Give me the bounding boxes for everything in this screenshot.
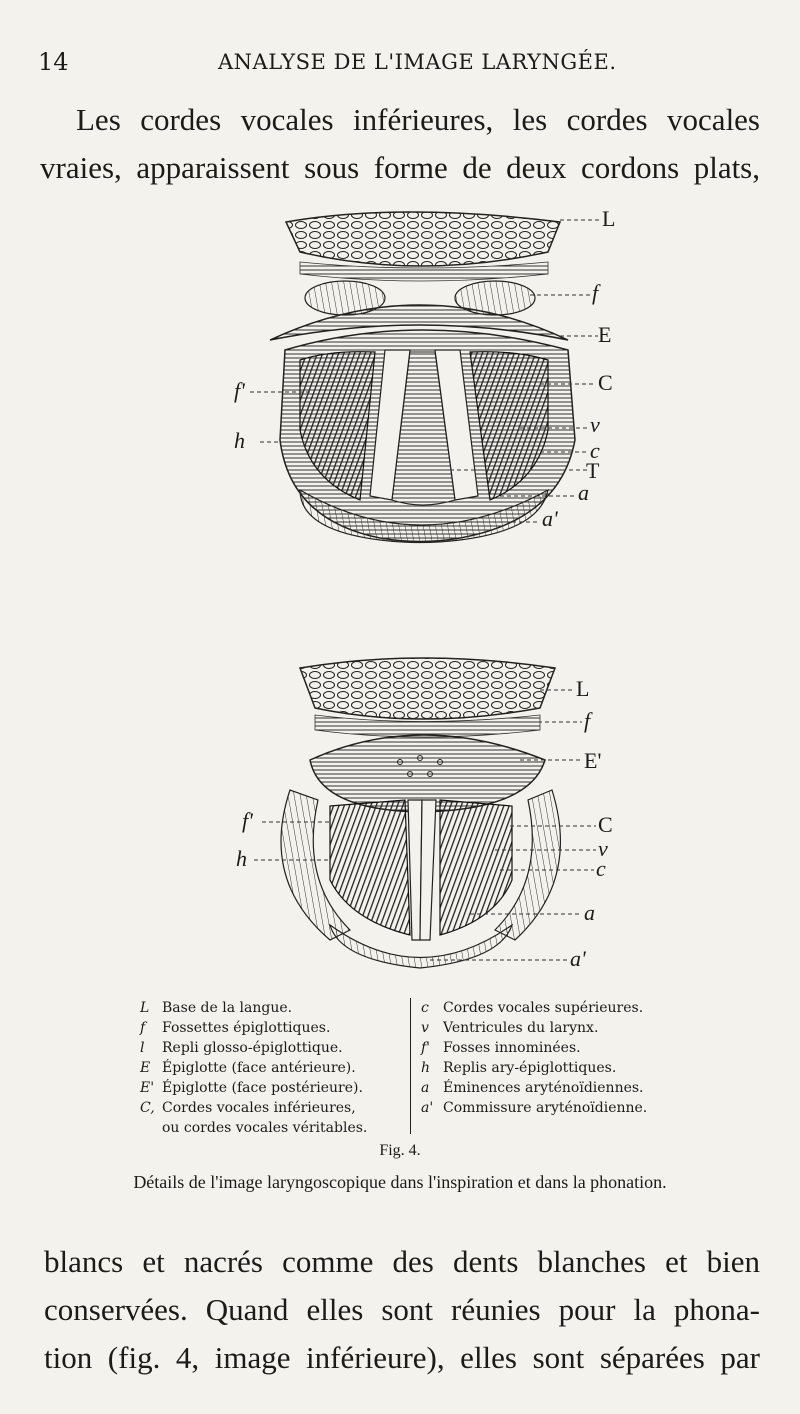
legend-item: E' Épiglotte (face postérieure). xyxy=(140,1080,363,1096)
lower-label-a-prime: a' xyxy=(570,946,586,971)
lower-label-L: L xyxy=(576,676,590,701)
upper-label-f: f xyxy=(592,280,599,305)
lower-label-v: v xyxy=(598,836,608,861)
lower-label-f: f xyxy=(584,708,591,733)
upper-label-a: a xyxy=(578,480,589,505)
larynx-engraving xyxy=(0,200,800,1000)
paragraph-bottom xyxy=(44,1238,760,1382)
legend-item: l Repli glosso-épiglottique. xyxy=(140,1040,343,1056)
paragraph-top xyxy=(40,96,760,192)
page-header xyxy=(38,44,758,80)
page-number: 14 xyxy=(38,48,69,76)
upper-label-v: v xyxy=(590,412,600,437)
lower-label-c: c xyxy=(596,856,606,881)
lower-label-f-prime: f' xyxy=(242,808,253,833)
legend-item: f' Fosses innominées. xyxy=(421,1040,581,1056)
running-head: ANALYSE DE L'IMAGE LARYNGÉE. xyxy=(218,50,617,74)
legend-item: C, Cordes vocales inférieures, xyxy=(140,1100,356,1116)
figure-number: Fig. 4. xyxy=(379,1142,421,1159)
upper-label-f-prime: f' xyxy=(234,378,245,403)
legend-item: ou cordes vocales véritables. xyxy=(162,1120,368,1136)
figure-illustration xyxy=(0,200,800,1000)
legend-column-left xyxy=(140,998,398,1138)
figure-caption: Détails de l'image laryngoscopique dans l'inspiration et dans la phonation. xyxy=(133,1172,667,1192)
legend-item: v Ventricules du larynx. xyxy=(421,1020,599,1036)
figure-legend xyxy=(140,998,660,1138)
upper-label-C: C xyxy=(598,370,613,395)
legend-item: f Fossettes épiglottiques. xyxy=(140,1020,331,1036)
lower-label-a: a xyxy=(584,900,595,925)
lower-label-E-prime: E' xyxy=(584,748,602,773)
lower-larynx-drawing xyxy=(281,658,560,968)
upper-label-T: T xyxy=(586,458,600,483)
text-line: blancs et nacrés comme des dents blanches et bien xyxy=(44,1244,760,1279)
text-line: conservées. Quand elles sont réunies pour la phona- xyxy=(44,1292,760,1327)
legend-item: c Cordes vocales supérieures. xyxy=(421,1000,644,1016)
upper-label-L: L xyxy=(602,206,616,231)
text-line: vraies, apparaissent sous forme de deux cordons plats, xyxy=(40,150,760,185)
upper-larynx-drawing xyxy=(270,212,575,543)
legend-item: a' Commissure aryténoïdienne. xyxy=(421,1100,648,1116)
lower-label-C: C xyxy=(598,812,613,837)
upper-label-c: c xyxy=(590,438,600,463)
legend-column-right xyxy=(410,998,681,1134)
legend-item: a Éminences aryténoïdiennes. xyxy=(421,1080,644,1096)
legend-item: E Épiglotte (face antérieure). xyxy=(140,1060,356,1076)
legend-item: L Base de la langue. xyxy=(140,1000,293,1016)
lower-label-h: h xyxy=(236,846,247,871)
upper-label-a-prime: a' xyxy=(542,506,558,531)
legend-item: h Replis ary-épiglottiques. xyxy=(421,1060,617,1076)
upper-label-h: h xyxy=(234,428,245,453)
text-line: Les cordes vocales inférieures, les cordes vocales xyxy=(76,102,760,137)
text-line: tion (fig. 4, image inférieure), elles sont séparées par xyxy=(44,1340,760,1375)
upper-label-E: E xyxy=(598,322,612,347)
